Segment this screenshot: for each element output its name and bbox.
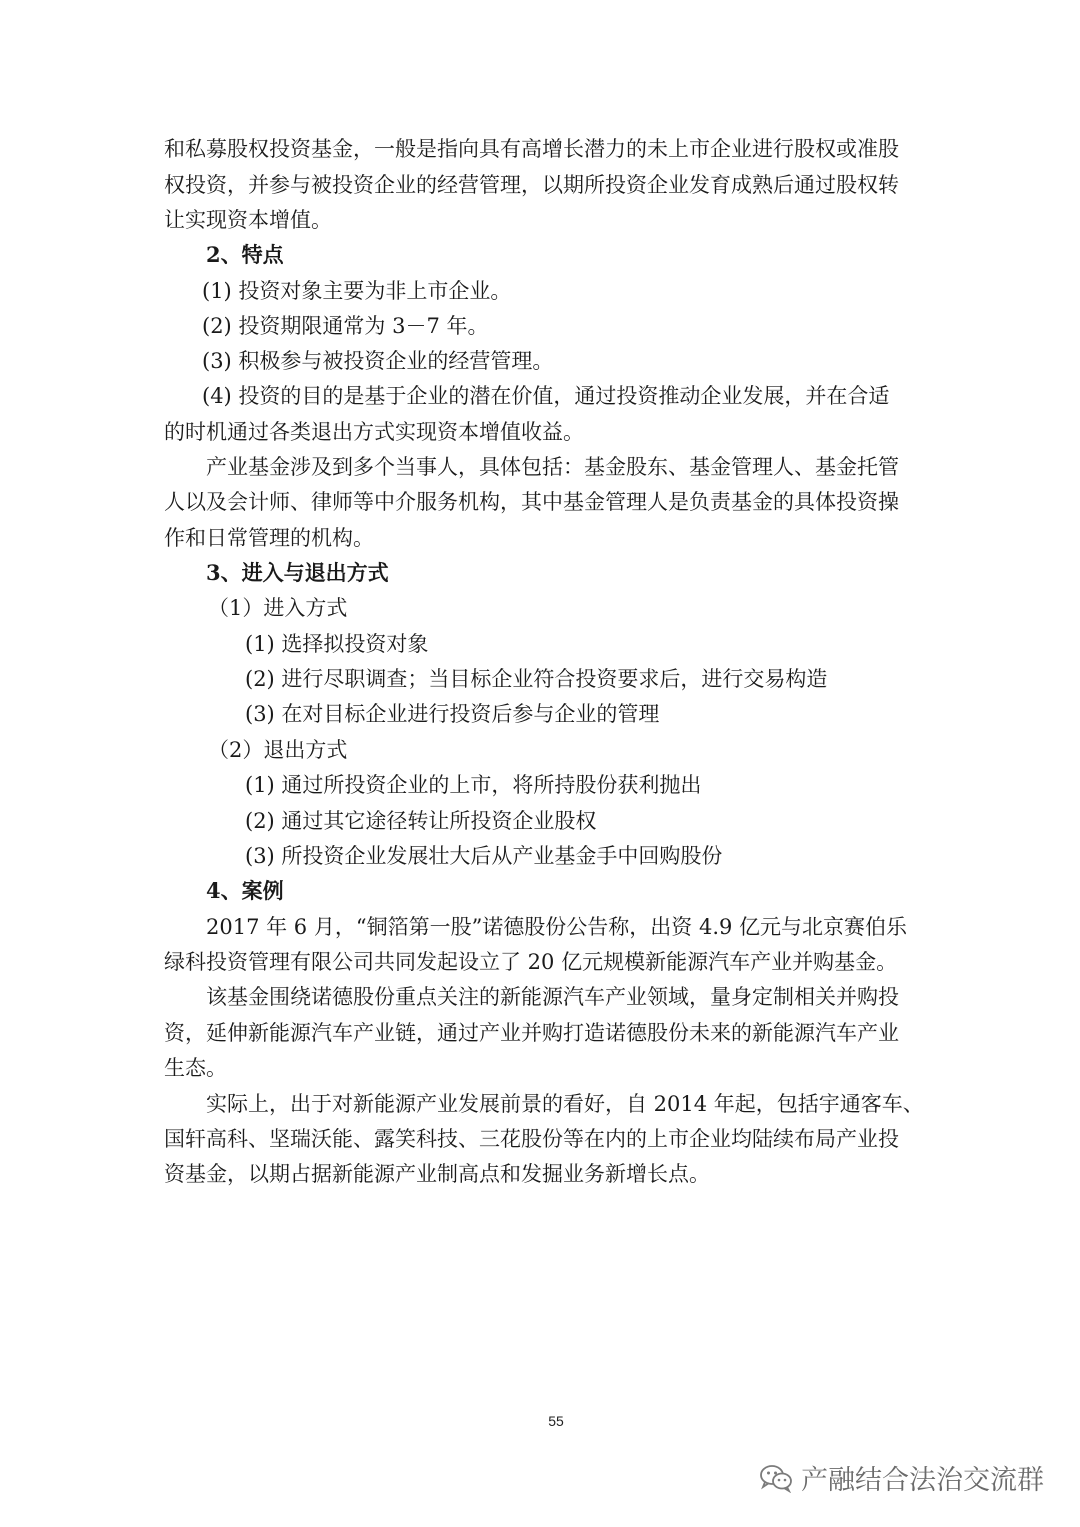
feature-item-1: (1) 投资对象主要为非上市企业。 — [202, 279, 512, 303]
entry-item-1: (1) 选择拟投资对象 — [245, 632, 429, 656]
feature-item-3: (3) 积极参与被投资企业的经营管理。 — [202, 349, 554, 373]
watermark-text: 产融结合法治交流群 — [801, 1465, 1044, 1496]
fund-paragraph-line-2: 资，延伸新能源汽车产业链，通过产业并购打造诺德股份未来的新能源汽车产业 — [164, 1021, 899, 1045]
watermark — [759, 1458, 1044, 1497]
parties-paragraph-line-1: 产业基金涉及到多个当事人，具体包括：基金股东、基金管理人、基金托管 — [206, 455, 899, 479]
feature-item-4: (4) 投资的目的是基于企业的潜在价值，通过投资推动企业发展，并在合适 — [202, 384, 890, 408]
fund-paragraph-line-3: 生态。 — [164, 1056, 227, 1080]
parties-paragraph-line-3: 作和日常管理的机构。 — [164, 526, 374, 550]
exit-item-1: (1) 通过所投资企业的上市，将所持股份获利抛出 — [245, 773, 702, 797]
trend-paragraph-line-3: 资基金，以期占据新能源产业制高点和发掘业务新增长点。 — [164, 1162, 710, 1186]
exit-item-3: (3) 所投资企业发展壮大后从产业基金手中回购股份 — [245, 844, 723, 868]
fund-paragraph-line-1: 该基金围绕诺德股份重点关注的新能源汽车产业领域，量身定制相关并购投 — [206, 985, 899, 1009]
page-number: 55 — [548, 1413, 564, 1429]
entry-item-3: (3) 在对目标企业进行投资后参与企业的管理 — [245, 702, 660, 726]
case-paragraph-line-2: 绿科投资管理有限公司共同发起设立了 20 亿元规模新能源汽车产业并购基金。 — [164, 950, 898, 974]
body-line-1: 和私募股权投资基金，一般是指向具有高增长潜力的未上市企业进行股权或准股 — [164, 137, 899, 161]
subheading-exit: （2）退出方式 — [208, 738, 348, 762]
feature-item-4-continued: 的时机通过各类退出方式实现资本增值收益。 — [164, 420, 584, 444]
trend-paragraph-line-1: 实际上，出于对新能源产业发展前景的看好，自 2014 年起，包括宇通客车、 — [206, 1092, 924, 1116]
case-paragraph-line-1: 2017 年 6 月，“铜箔第一股”诺德股份公告称，出资 4.9 亿元与北京赛伯乐 — [206, 915, 908, 939]
wechat-icon — [759, 1463, 793, 1493]
section-heading-entry-exit: 3、进入与退出方式 — [206, 560, 389, 585]
entry-item-2: (2) 进行尽职调查；当目标企业符合投资要求后，进行交易构造 — [245, 667, 828, 691]
feature-item-2: (2) 投资期限通常为 3－7 年。 — [202, 314, 489, 338]
section-heading-features: 2、特点 — [206, 242, 284, 267]
parties-paragraph-line-2: 人以及会计师、律师等中介服务机构，其中基金管理人是负责基金的具体投资操 — [164, 490, 899, 514]
body-line-2: 权投资，并参与被投资企业的经营管理，以期所投资企业发育成熟后通过股权转 — [164, 173, 899, 197]
exit-item-2: (2) 通过其它途径转让所投资企业股权 — [245, 809, 597, 833]
subheading-entry: （1）进入方式 — [208, 596, 348, 620]
section-heading-case: 4、案例 — [206, 878, 284, 903]
body-line-3: 让实现资本增值。 — [164, 208, 332, 232]
trend-paragraph-line-2: 国轩高科、坚瑞沃能、露笑科技、三花股份等在内的上市企业均陆续布局产业投 — [164, 1127, 899, 1151]
